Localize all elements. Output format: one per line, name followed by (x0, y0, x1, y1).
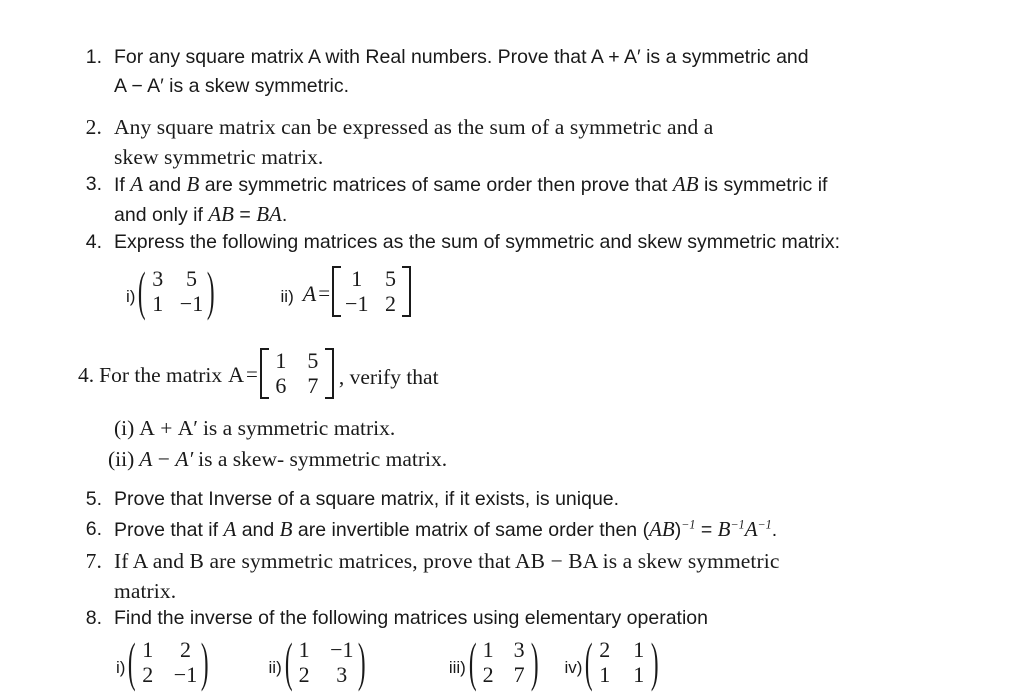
question-number: 1. (85, 46, 102, 68)
matrix-option-ii (268, 630, 366, 693)
left-paren: ( (468, 630, 477, 693)
text-fragment: and (143, 174, 187, 196)
left-bracket (332, 266, 341, 317)
math-variable: AB (649, 517, 675, 541)
subitem-4b-i (114, 416, 395, 441)
subitem-expression (134, 447, 193, 472)
matrix-cell: −1 (330, 637, 354, 662)
right-paren: ) (650, 630, 659, 693)
matrix-cell: 7 (513, 661, 525, 687)
matrix-paren (284, 630, 366, 693)
text-fragment: . (281, 204, 288, 226)
subitem-text: is a symmetric matrix. (202, 416, 396, 440)
text-fragment: + (602, 46, 624, 68)
text-fragment: and only if (114, 204, 209, 226)
text-fragment: is symmetric if (698, 174, 828, 196)
matrix-paren (128, 630, 209, 693)
matrix-paren (468, 630, 539, 693)
matrix-option-iii (448, 630, 539, 693)
matrix-option-ii (281, 266, 412, 317)
question-tail-text: , verify that (338, 365, 439, 390)
matrix-cell: 2 (482, 661, 494, 687)
left-paren: ( (284, 630, 293, 693)
text-fragment: If (114, 174, 131, 196)
text-fragment: is a skew symmetric. (163, 75, 350, 97)
matrix-cell: 6 (275, 372, 287, 398)
text-fragment: For any square matrix A with Real numbers. Prove that A (114, 46, 603, 68)
question-number: 2. (85, 115, 102, 139)
right-paren: ) (201, 630, 209, 693)
math-variable: A (130, 172, 144, 196)
question-line: Express the following matrices as the sum of symmetric and skew symmetric matrix: (114, 231, 841, 253)
matrix-cell: 1 (298, 637, 310, 662)
text-fragment: and (236, 519, 280, 541)
question-item-5 (74, 485, 974, 514)
left-paren: ( (128, 630, 136, 693)
math-variable: A′ (177, 416, 198, 440)
matrix-cell: 2 (298, 661, 310, 687)
question-number: 3. (85, 173, 102, 195)
right-bracket (325, 348, 334, 399)
matrix-grid (341, 266, 402, 317)
question-line (114, 43, 974, 72)
matrix-paren (138, 259, 215, 322)
right-bracket (402, 266, 411, 317)
matrix-cell: 1 (633, 661, 645, 687)
equals-sign: = (318, 281, 331, 306)
question-item-1 (74, 43, 974, 101)
math-operator: − (157, 447, 170, 471)
question-item-4b (78, 348, 439, 399)
math-variable: BA (256, 202, 282, 226)
question-item-8 (74, 604, 1004, 633)
matrix-cell: −1 (345, 290, 369, 316)
matrix-variable-A: A (302, 280, 317, 306)
question-line: Any square matrix can be expressed as the sum of a symmetric and a (114, 115, 714, 139)
text-fragment: are symmetric matrices of same order then prove that (199, 174, 673, 196)
matrix-grid (146, 266, 207, 317)
question-text (114, 170, 994, 230)
matrix-cell: −1 (173, 661, 198, 687)
question-item-4a (74, 228, 1004, 257)
matrix-option-iv (564, 630, 659, 693)
text-fragment: are invertible matrix of same order then ( (292, 519, 650, 541)
text-fragment: Prove that if (114, 519, 224, 541)
question-line (114, 170, 994, 200)
math-variable: A (139, 447, 153, 471)
question-line: matrix. (114, 579, 177, 603)
question-item-3 (74, 170, 994, 230)
matrix-paren (585, 630, 659, 693)
matrix-grid (593, 637, 651, 688)
option-label: iv) (564, 657, 583, 677)
text-fragment: is a symmetric and (640, 46, 809, 68)
matrix-cell: 1 (275, 348, 287, 373)
subitem-label: (ii) (108, 447, 135, 471)
exponent: −1 (730, 517, 745, 532)
question-line (114, 72, 974, 101)
matrix-row-8 (116, 630, 659, 693)
question-line (114, 200, 994, 230)
text-fragment: . (771, 519, 778, 541)
matrix-grid (476, 637, 531, 688)
subitem-text: is a skew- symmetric matrix. (198, 447, 448, 471)
right-paren: ) (530, 630, 539, 693)
exponent: −1 (681, 517, 696, 532)
option-label: ii) (268, 657, 282, 677)
question-number: 6. (85, 518, 102, 540)
math-variable: A (223, 517, 237, 541)
matrix-cell: 1 (152, 290, 164, 316)
math-variable: A (139, 416, 155, 440)
subitem-4b-ii (108, 447, 447, 472)
text-fragment: A′ (623, 46, 641, 68)
matrix-cell: 1 (599, 661, 611, 687)
math-variable: B (717, 517, 731, 541)
matrix-cell: 5 (185, 266, 197, 291)
matrix-cell: 3 (513, 637, 525, 662)
question-item-6 (74, 515, 1014, 545)
right-paren: ) (357, 630, 366, 693)
question-number: 4. (78, 363, 95, 388)
question-text (114, 112, 974, 172)
question-line: skew symmetric matrix. (114, 145, 324, 169)
text-fragment: = (233, 204, 257, 226)
math-operator: + (160, 416, 173, 440)
left-bracket (260, 348, 269, 399)
question-line: Prove that Inverse of a square matrix, if it exists, is unique. (114, 488, 620, 510)
matrix-cell: 3 (336, 661, 348, 687)
math-variable: AB (672, 172, 699, 196)
option-label: iii) (448, 657, 466, 677)
text-fragment: = (695, 519, 718, 541)
matrix-cell: 2 (599, 637, 611, 662)
matrix-variable-A: A (228, 361, 245, 387)
question-number: 5. (85, 488, 102, 510)
left-paren: ( (585, 630, 593, 693)
equals-sign: = (246, 362, 258, 387)
option-label: ii) (280, 286, 294, 306)
question-number: 4. (85, 231, 102, 253)
math-variable: A (744, 517, 758, 541)
matrix-cell: 7 (307, 372, 319, 398)
matrix-bracket (332, 266, 411, 317)
question-text (114, 515, 1014, 545)
question-number: 8. (85, 607, 102, 629)
matrix-cell: 1 (633, 637, 645, 662)
matrix-grid (136, 637, 201, 688)
matrix-bracket (260, 348, 334, 399)
subitem-expression (134, 416, 198, 441)
question-line: Find the inverse of the following matrices using elementary operation (114, 607, 708, 629)
matrix-grid (269, 348, 325, 399)
matrix-cell: 5 (384, 266, 396, 291)
option-label: i) (116, 657, 126, 677)
exponent: −1 (757, 517, 772, 532)
matrix-row-4a (126, 259, 411, 322)
question-text (114, 546, 994, 606)
math-variable: B (279, 517, 293, 541)
matrix-cell: 2 (179, 637, 191, 662)
matrix-grid (292, 637, 357, 688)
math-variable: A′ (175, 447, 194, 471)
matrix-cell: 1 (142, 637, 154, 662)
question-line (114, 515, 1014, 545)
text-fragment: A − A′ (114, 75, 164, 97)
matrix-option-i (126, 259, 215, 322)
option-label: i) (126, 286, 136, 306)
question-item-7 (74, 546, 994, 606)
question-item-2 (74, 112, 974, 172)
question-text (114, 604, 1004, 633)
subitem-label: (i) (114, 416, 135, 440)
matrix-cell: 1 (482, 637, 494, 662)
question-text (114, 485, 974, 514)
question-text (114, 228, 1004, 257)
matrix-cell: 1 (351, 266, 363, 291)
matrix-option-i (116, 630, 209, 693)
question-number: 7. (85, 549, 102, 573)
question-text (114, 43, 974, 101)
right-paren: ) (207, 259, 215, 322)
matrix-cell: 5 (307, 348, 319, 373)
matrix-cell: 3 (152, 266, 164, 291)
matrix-cell: 2 (142, 661, 154, 687)
question-lead-text: For the matrix (99, 363, 223, 388)
math-variable: B (186, 172, 200, 196)
question-line: If A and B are symmetric matrices, prove that AB − BA is a skew symmetric (114, 549, 780, 573)
text-fragment: ) (674, 519, 682, 541)
matrix-cell: −1 (179, 290, 204, 316)
left-paren: ( (138, 259, 146, 322)
matrix-cell: 2 (384, 290, 396, 316)
math-variable: AB (208, 202, 234, 226)
